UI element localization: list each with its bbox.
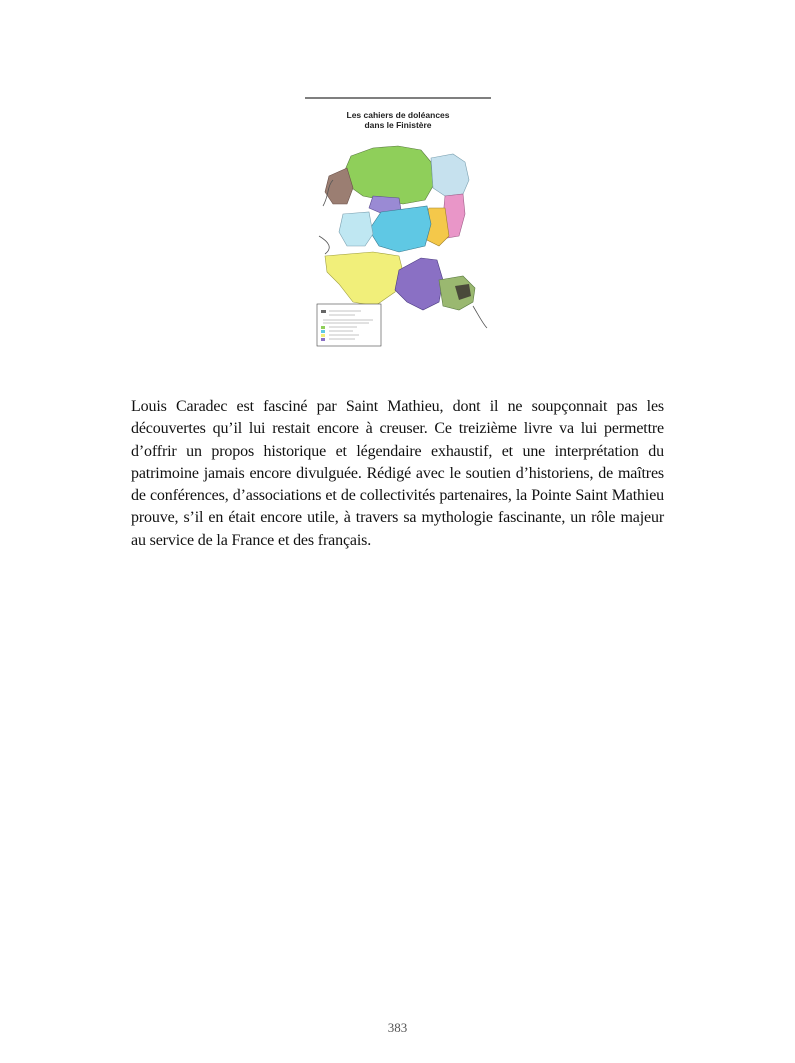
body-paragraph: Louis Caradec est fasciné par Saint Mathieu, dont il ne soupçonnait pas les découvertes qu’il lui restait encore à creuser. Ce treizième livre va lui permettre d’offrir un propos historique et légendaire exhaustif, et une interprétation du patrimoine jamais encore divulguée. Rédigé avec le soutien d’historiens, de maîtres de conférences, d’associations et de collectivités partenaires, la Pointe Saint Mathieu prouve, s’il en était encore utile, à travers sa mythologie fascinante, un rôle majeur au service de la France et des français. <box>131 398 664 549</box>
map-figure <box>303 96 493 360</box>
map-title-line2: dans le Finistère <box>364 120 432 130</box>
finistere-map-image <box>303 96 493 360</box>
map-title-line1: Les cahiers de doléances <box>346 110 450 120</box>
map-title <box>303 110 493 130</box>
page-number: 383 <box>387 1020 408 1035</box>
